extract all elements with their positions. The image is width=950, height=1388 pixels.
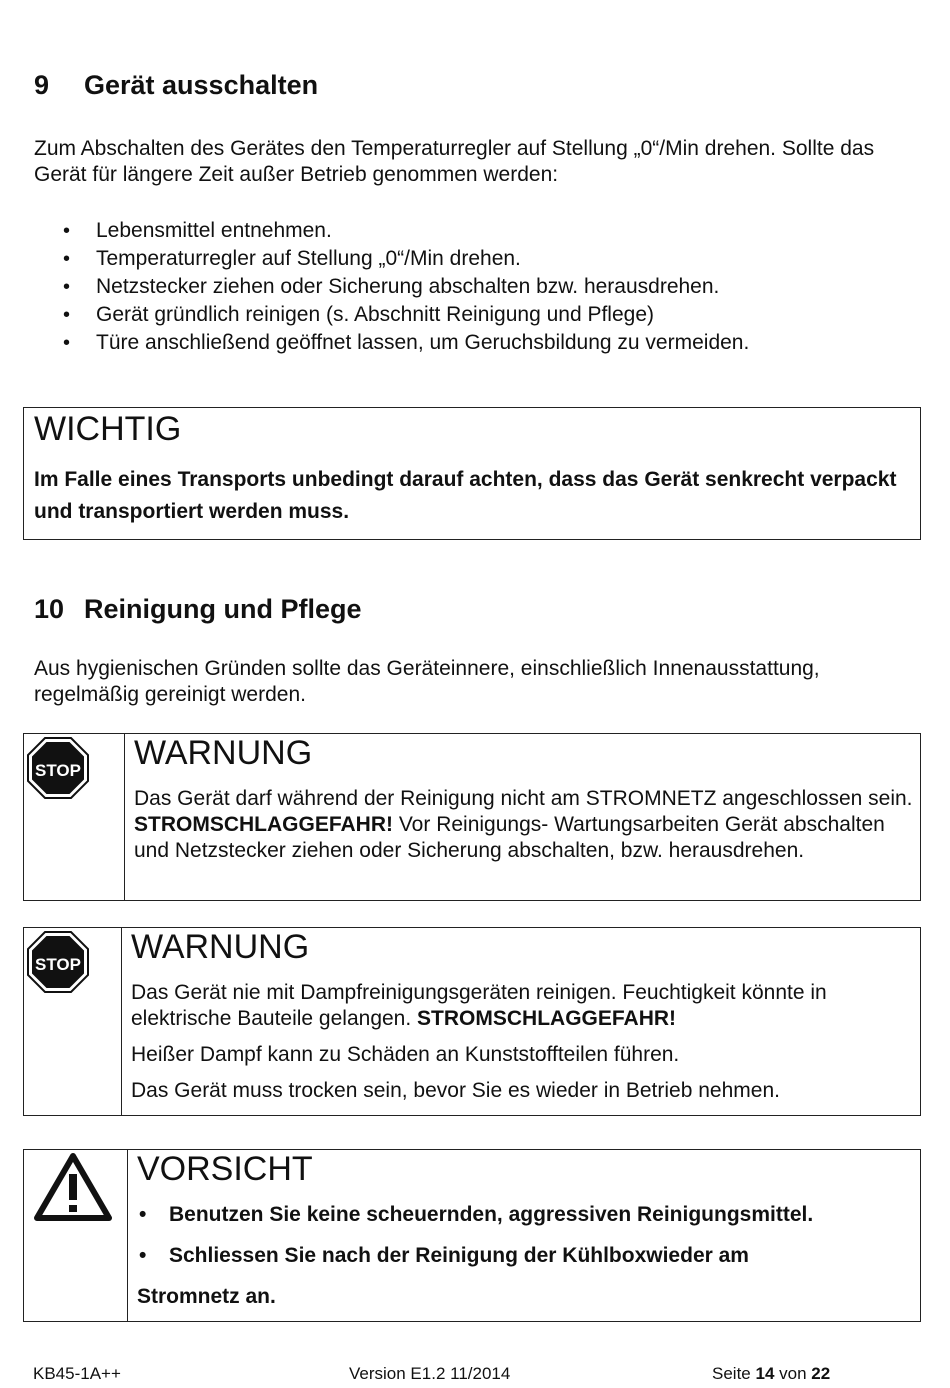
footer-page-current: 14 — [755, 1364, 775, 1383]
warnung-title: WARNUNG — [131, 928, 310, 966]
stop-sign-icon — [27, 737, 89, 799]
icon-cell — [24, 734, 125, 900]
vorsicht-title: VORSICHT — [137, 1150, 313, 1188]
danger-label: STROMSCHLAGGEFAHR! — [134, 813, 393, 836]
list-item: • Netzstecker ziehen oder Sicherung abschalten bzw. herausdrehen. — [34, 273, 749, 301]
footer-page-number — [712, 1364, 830, 1384]
warnung-text-line: Heißer Dampf kann zu Schäden an Kunststoffteilen führen. — [131, 1043, 680, 1066]
warnung-text-part: Das Gerät darf während der Reinigung nicht am STROMNETZ angeschlossen sein. — [134, 787, 913, 810]
section-number: 9 — [34, 70, 50, 100]
list-item: • Gerät gründlich reinigen (s. Abschnitt Reinigung und Pflege) — [34, 301, 749, 329]
warnung-box-2 — [23, 927, 921, 1116]
stop-sign-icon — [27, 931, 89, 993]
section-10-intro: Aus hygienischen Gründen sollte das Geräteinnere, einschließlich Innenausstattung, regelmäßig gereinigt werden. — [34, 657, 820, 706]
warnung-title: WARNUNG — [134, 734, 313, 772]
vorsicht-box — [23, 1149, 921, 1322]
section-10-heading — [34, 594, 362, 625]
vorsicht-continuation: Stromnetz an. — [137, 1285, 276, 1308]
warnung-text — [131, 980, 911, 1104]
vorsicht-content — [137, 1202, 907, 1310]
list-item: • Temperaturregler auf Stellung „0“/Min drehen. — [34, 245, 749, 273]
wichtig-box — [23, 407, 921, 540]
danger-label: STROMSCHLAGGEFAHR! — [417, 1007, 677, 1030]
icon-cell — [24, 1150, 128, 1321]
list-item: • Benutzen Sie keine scheuernden, aggressiven Reinigungsmittel. — [137, 1202, 907, 1228]
list-item: • Lebensmittel entnehmen. — [34, 217, 749, 245]
footer-page-total: 22 — [811, 1364, 831, 1383]
warnung-text-part: Das Gerät nie mit Dampfreinigungsgeräten reinigen. Feuchtigkeit könnte in elektrische Bauteile gelangen. — [131, 981, 827, 1030]
warnung-text-part: Vor Reinigungs- Wartungsarbeiten Gerät abschalten und Netzstecker ziehen oder Sicherung abschalten, bzw. herausdrehen. — [134, 813, 885, 862]
footer-page-label: von — [774, 1364, 812, 1383]
shutdown-steps-list — [34, 217, 749, 357]
footer-page-label: Seite — [712, 1364, 756, 1383]
footer-model: KB45-1A++ — [33, 1364, 121, 1383]
warnung-text — [134, 786, 914, 864]
svg-text:STOP: STOP — [35, 761, 81, 780]
footer-version: Version E1.2 11/2014 — [349, 1364, 511, 1383]
warning-triangle-icon — [34, 1152, 112, 1222]
vorsicht-list — [137, 1202, 907, 1269]
svg-text:STOP: STOP — [35, 955, 81, 974]
warnung-box-1 — [23, 733, 921, 901]
wichtig-title: WICHTIG — [34, 410, 182, 448]
section-number: 10 — [34, 594, 65, 624]
section-title: Reinigung und Pflege — [84, 594, 362, 624]
icon-cell — [24, 928, 122, 1115]
wichtig-text: Im Falle eines Transports unbedingt darauf achten, dass das Gerät senkrecht verpackt und transportiert werden muss. — [34, 468, 897, 523]
list-item: • Schliessen Sie nach der Reinigung der Kühlboxwieder am — [137, 1243, 907, 1269]
section-title: Gerät ausschalten — [84, 70, 319, 100]
warnung-text-line: Das Gerät muss trocken sein, bevor Sie es wieder in Betrieb nehmen. — [131, 1079, 780, 1102]
section-9-intro: Zum Abschalten des Gerätes den Temperaturregler auf Stellung „0“/Min drehen. Sollte das Gerät für längere Zeit außer Betrieb genommen werden: — [34, 137, 875, 186]
list-item: • Türe anschließend geöffnet lassen, um Geruchsbildung zu vermeiden. — [34, 329, 749, 357]
section-9-heading — [34, 70, 318, 101]
